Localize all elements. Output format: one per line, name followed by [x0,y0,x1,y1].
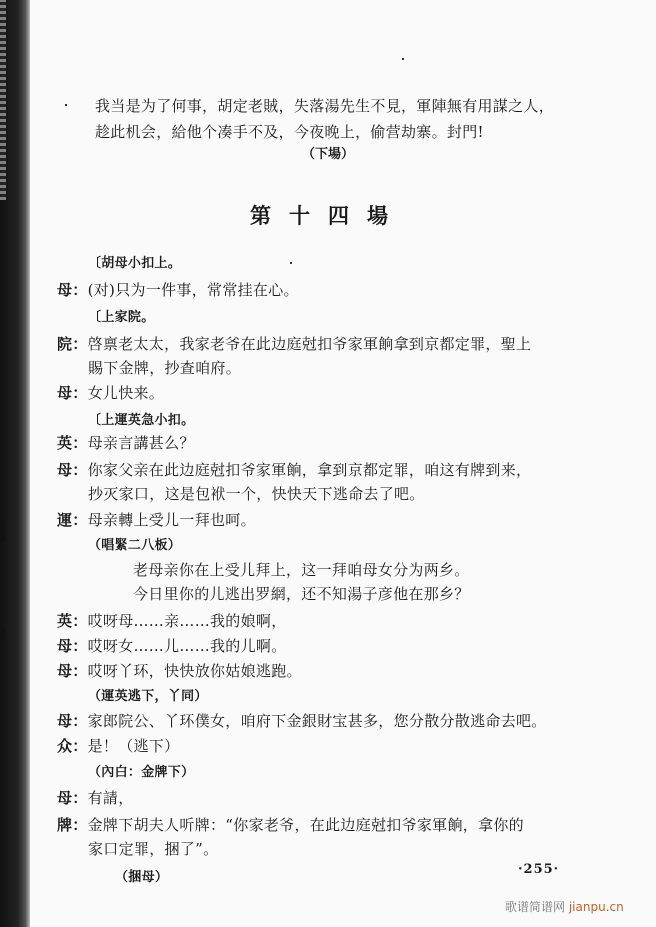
dialog-text: 母亲言講甚么？ [87,434,195,452]
watermark-cn: 歌谱简谱网 [505,900,566,914]
dialog-text: 金牌下胡夫人听牌：“你家老爷，在此边庭尅扣爷家軍餉，拿你的 [87,816,524,834]
script-line [57,334,531,354]
script-line [88,534,181,556]
speaker-label: 院： [57,335,88,353]
dialog-text: 有請， [87,789,134,807]
speaker-label: 母： [57,789,88,807]
speck [290,262,292,264]
binding-edge-texture [0,0,6,200]
dialog-text: (对)只为一件事，常常挂在心。 [87,281,299,299]
stage-direction: （捆母） [115,870,169,885]
speck [65,104,67,106]
continuation-line-2: 趁此机会，給他个凑手不及，今夜晚上，偷营劫寨。封門! [95,123,484,141]
speaker-label: 運： [57,511,88,529]
dialog-text: 母亲轉上受儿一拜也呵。 [87,511,256,529]
script-line [57,788,134,808]
watermark [505,898,624,915]
script-line [133,560,470,580]
script-line [88,306,155,328]
dialog-text: 女儿快来。 [87,384,165,402]
speaker-label: 母： [57,637,88,655]
dialog-text: 是！（逃下） [87,737,180,755]
stage-direction: 〔上運英急小扣。 [88,413,195,428]
book-binding-shadow [0,0,30,927]
script-line [88,484,425,504]
script-line [57,711,547,731]
stage-direction: （唱緊二八板） [88,538,182,553]
dialog-text: 哎呀丫环，快快放你姑娘逃跑。 [87,662,302,680]
script-line [57,280,299,300]
script-line [115,866,168,888]
binding-mark [0,628,5,640]
script-line [57,383,164,403]
script-line [88,761,194,783]
speck [402,58,404,60]
script-line [57,510,256,530]
speaker-label: 英： [57,612,88,630]
dialog-text: 你家父亲在此边庭尅扣爷家軍餉，拿到京都定罪，咱这有牌到来， [87,461,532,479]
stage-direction: 〔上家院。 [88,310,155,325]
stage-direction: （內白：金牌下） [88,765,195,780]
page-number: ·255· [518,862,560,877]
script-line [88,252,181,274]
script-line [88,839,218,859]
dialog-text: 今日里你的儿逃出罗網，还不知湯子彦他在那乡？ [133,585,470,603]
dialog-text: 抄灭家口，这是包袱一个，快快天下逃命去了吧。 [88,485,425,503]
stage-direction: 〔胡母小扣上。 [88,256,182,271]
speaker-label: 母： [57,461,88,479]
watermark-domain: jianpu.cn [568,900,624,914]
dialog-text: 賜下金牌，抄查咱府。 [88,359,242,377]
stage-direction: （運英逃下，丫同） [88,689,208,704]
speaker-label: 母： [57,712,88,730]
exit-direction: （下場） [301,147,354,162]
scene-title: 第十四場 [250,203,406,228]
script-line [133,584,470,604]
script-line [88,409,194,431]
speaker-label: 英： [57,434,88,452]
dialog-text: 家郎院公、丫环僕女，咱府下金銀財宝甚多，您分散分散逃命去吧。 [87,712,547,730]
script-line [57,433,195,453]
dialog-text: 家口定罪，捆了”。 [88,840,219,858]
script-line [88,358,241,378]
continuation-line-1: 我当是为了何事，胡定老賊，失落湯先生不見，軍陣無有用謀之人， [95,97,555,115]
script-line [57,611,287,631]
binding-mark [0,520,5,542]
script-line [57,460,531,480]
script-line [88,685,208,707]
dialog-text: 老母亲你在上受儿拜上，这一拜咱母女分为两乡。 [133,561,470,579]
speaker-label: 母： [57,662,88,680]
dialog-text: 哎呀母……亲……我的娘啊， [87,612,287,630]
script-line [57,636,287,656]
dialog-text: 哎呀女……儿……我的儿啊。 [87,637,287,655]
speaker-label: 母： [57,384,88,402]
script-line [57,815,524,835]
script-line [57,736,179,756]
speaker-label: 牌： [57,816,88,834]
speaker-label: 众： [57,737,88,755]
dialog-text: 啓禀老太太，我家老爷在此边庭尅扣爷家軍餉拿到京都定罪，聖上 [87,335,532,353]
speaker-label: 母： [57,281,88,299]
script-line [57,661,302,681]
